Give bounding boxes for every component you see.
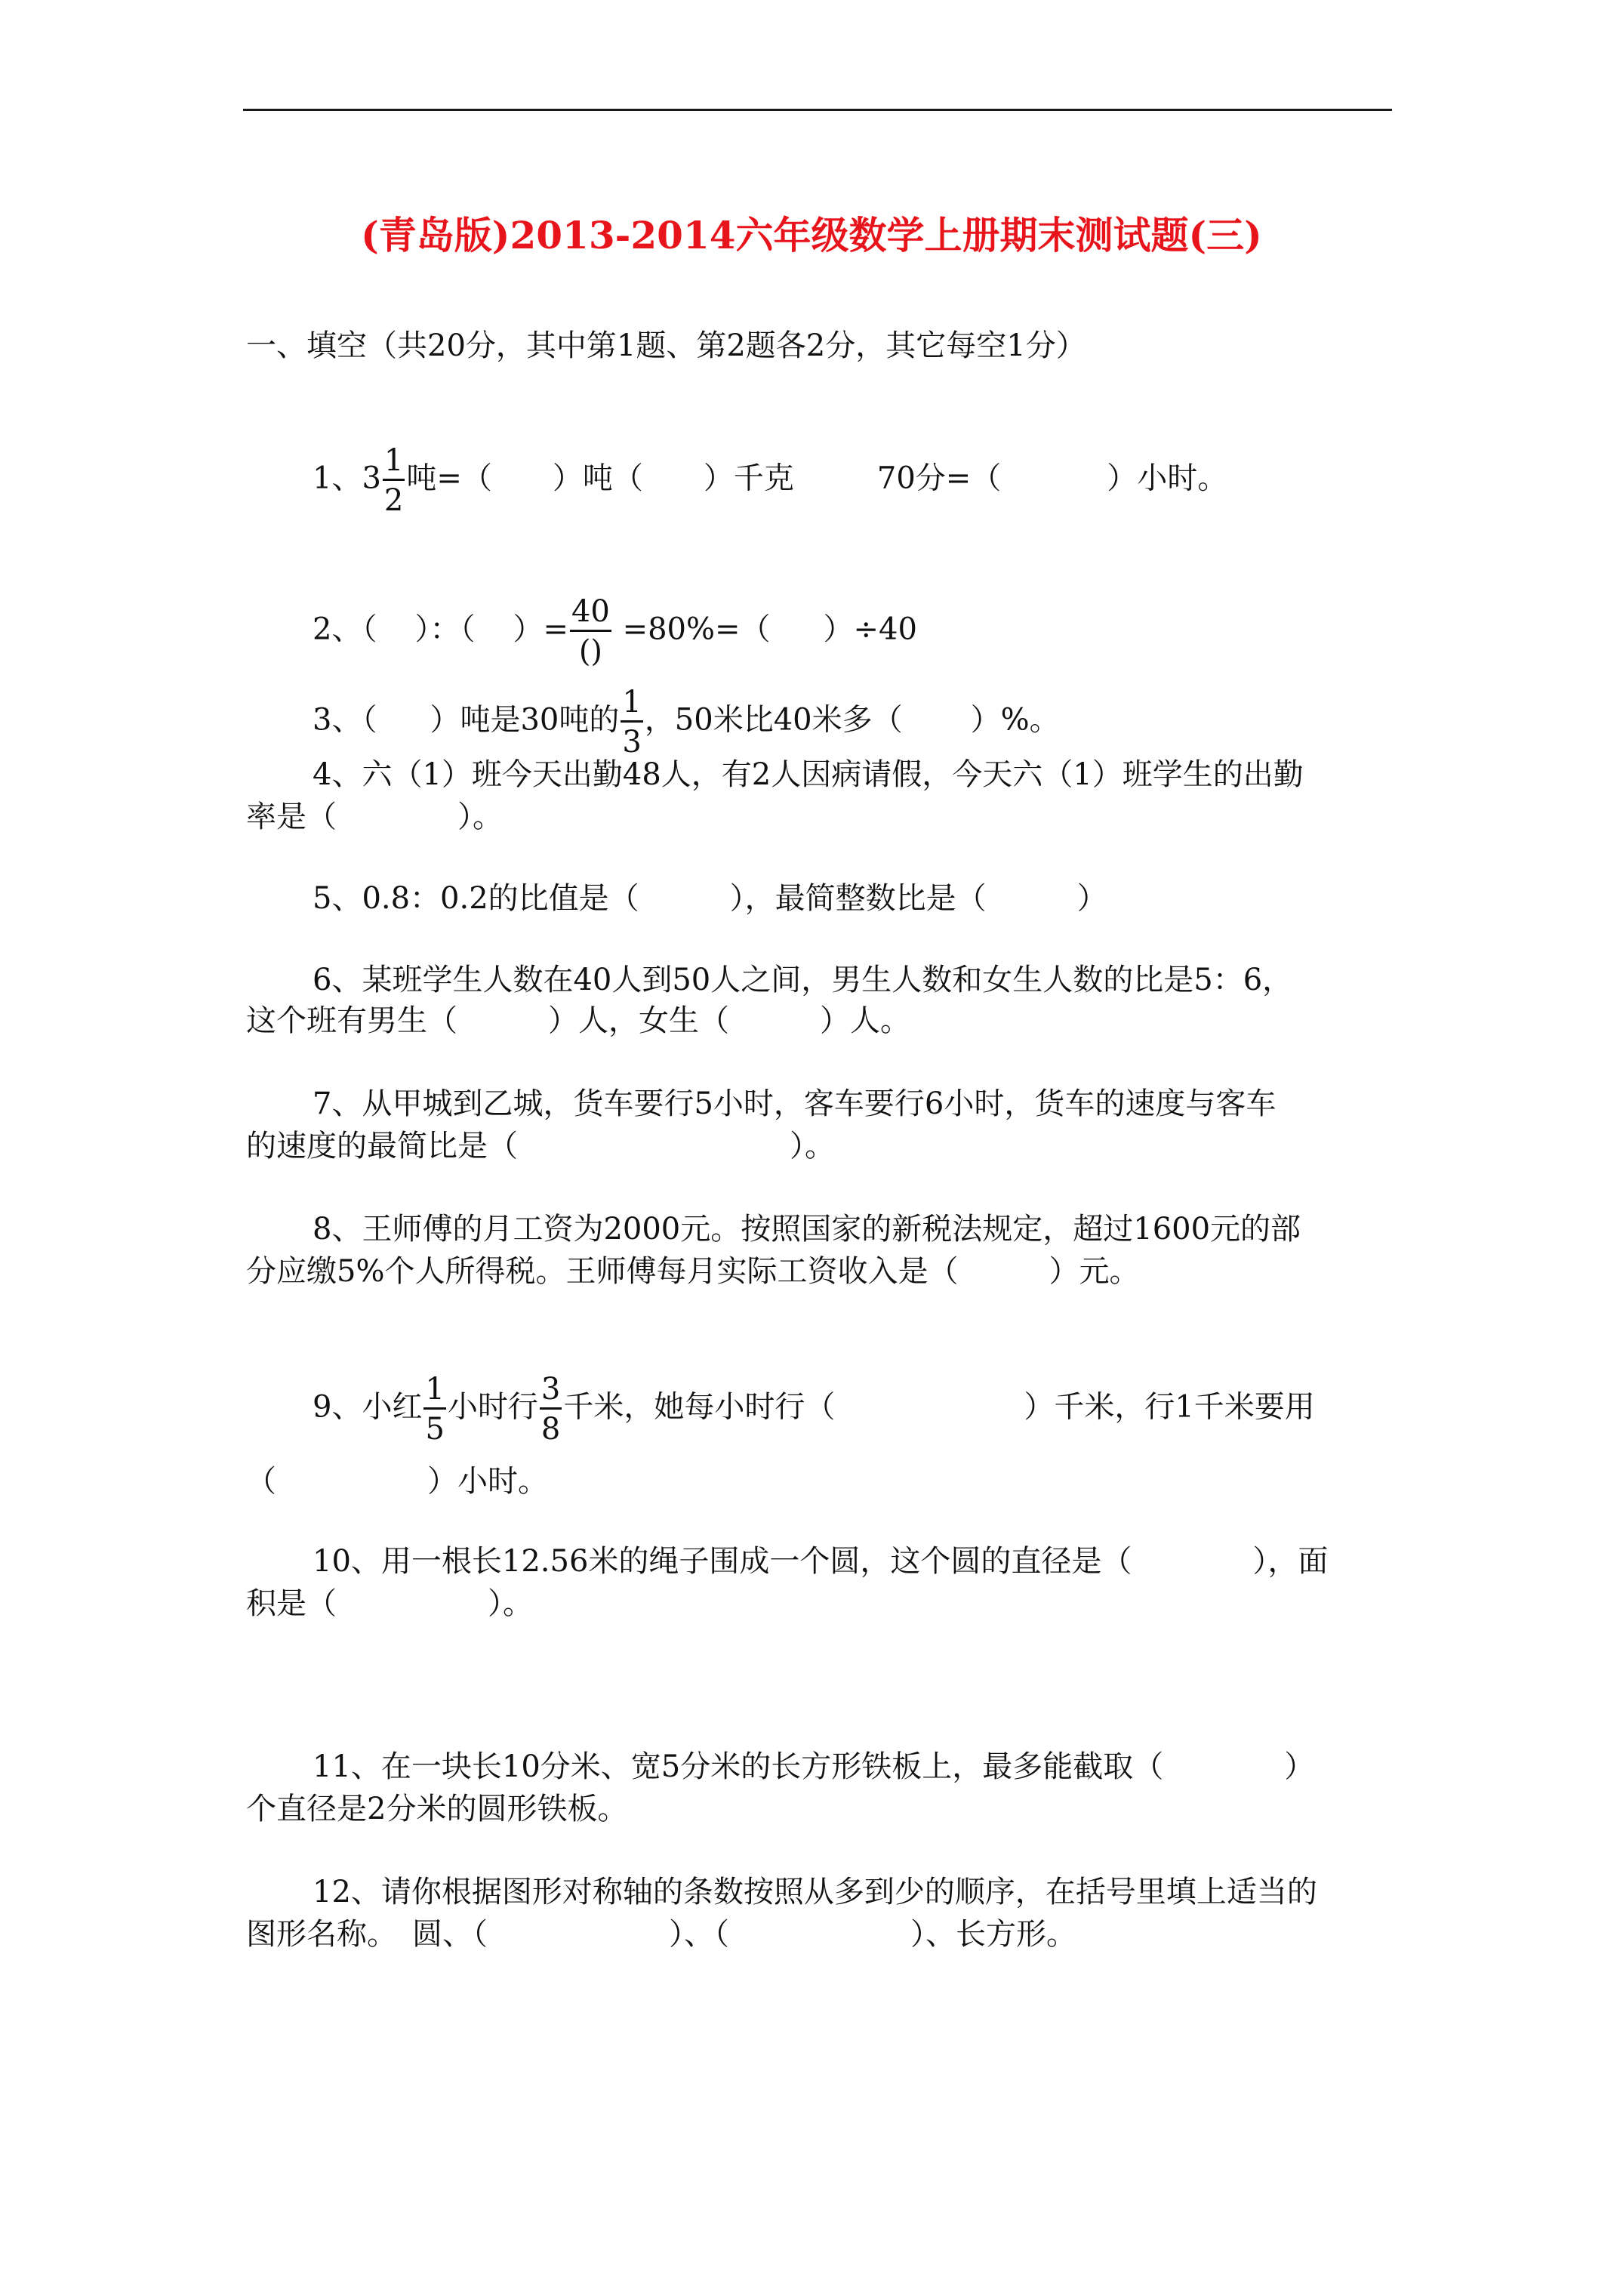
question-5: 5、0.8：0.2的比值是（ ），最简整数比是（ ） <box>313 881 1107 916</box>
fraction-one-half: $\frac{1}{2}$ <box>383 443 404 518</box>
question-3: 3、（ ）吨是30吨的 $\frac{1}{3}$ ，50米比40米多（ ）%。 <box>313 685 1060 760</box>
question-9-line-2: （ ）小时。 <box>246 1464 548 1499</box>
header-rule <box>243 109 1392 111</box>
question-12-line-1: 12、请你根据图形对称轴的条数按照从多到少的顺序，在括号里填上适当的 <box>313 1875 1317 1909</box>
question-6-line-1: 6、某班学生人数在40人到50人之间，男生人数和女生人数的比是5：6， <box>313 963 1293 997</box>
fraction-three-eighths: $\frac{3}{8}$ <box>540 1372 561 1447</box>
question-10-line-2: 积是（ ）。 <box>246 1586 533 1621</box>
question-11-line-1: 11、在一块长10分米、宽5分米的长方形铁板上，最多能截取（ ） <box>313 1749 1315 1784</box>
question-1: 1、3 $\frac{1}{2}$ 吨=（ ）吨（ ）千克 70分=（ ）小时。 <box>313 443 1228 518</box>
question-4-line-2: 率是（ ）。 <box>246 800 503 834</box>
section-heading-fill-in: 一、填空（共20分，其中第1题、第2题各2分，其它每空1分） <box>246 328 1086 363</box>
fraction-forty-over-blank: $\frac{40}{()}$ <box>571 594 610 669</box>
question-9-line-1: 9、小红 $\frac{1}{5}$ 小时行 $\frac{3}{8}$ 千米，她每小时行（ ）千米，行1千米要用 <box>313 1372 1315 1447</box>
fraction-one-fifth: $\frac{1}{5}$ <box>425 1372 445 1447</box>
question-10-line-1: 10、用一根长12.56米的绳子围成一个圆，这个圆的直径是（ ），面 <box>313 1544 1329 1579</box>
question-4-line-1: 4、六（1）班今天出勤48人，有2人因病请假，今天六（1）班学生的出勤 <box>313 757 1304 792</box>
question-12-line-2: 图形名称。 圆、（ ）、（ ）、长方形。 <box>246 1917 1076 1952</box>
question-7-line-2: 的速度的最简比是（ ）。 <box>246 1129 835 1163</box>
document-title: (青岛版)2013-2014六年级数学上册期末测试题(三) <box>361 213 1262 257</box>
question-11-line-2: 个直径是2分米的圆形铁板。 <box>246 1792 628 1826</box>
question-8-line-2: 分应缴5%个人所得税。王师傅每月实际工资收入是（ ）元。 <box>246 1254 1140 1289</box>
question-2: 2、（ ）：（ ）= $\frac{40}{()}$ =80%=（ ）÷40 <box>313 594 917 669</box>
question-8-line-1: 8、王师傅的月工资为2000元。按照国家的新税法规定，超过1600元的部 <box>313 1212 1301 1247</box>
fraction-one-third: $\frac{1}{3}$ <box>622 685 642 760</box>
question-6-line-2: 这个班有男生（ ）人，女生（ ）人。 <box>246 1003 910 1038</box>
question-7-line-1: 7、从甲城到乙城，货车要行5小时，客车要行6小时，货车的速度与客车 <box>313 1086 1277 1121</box>
